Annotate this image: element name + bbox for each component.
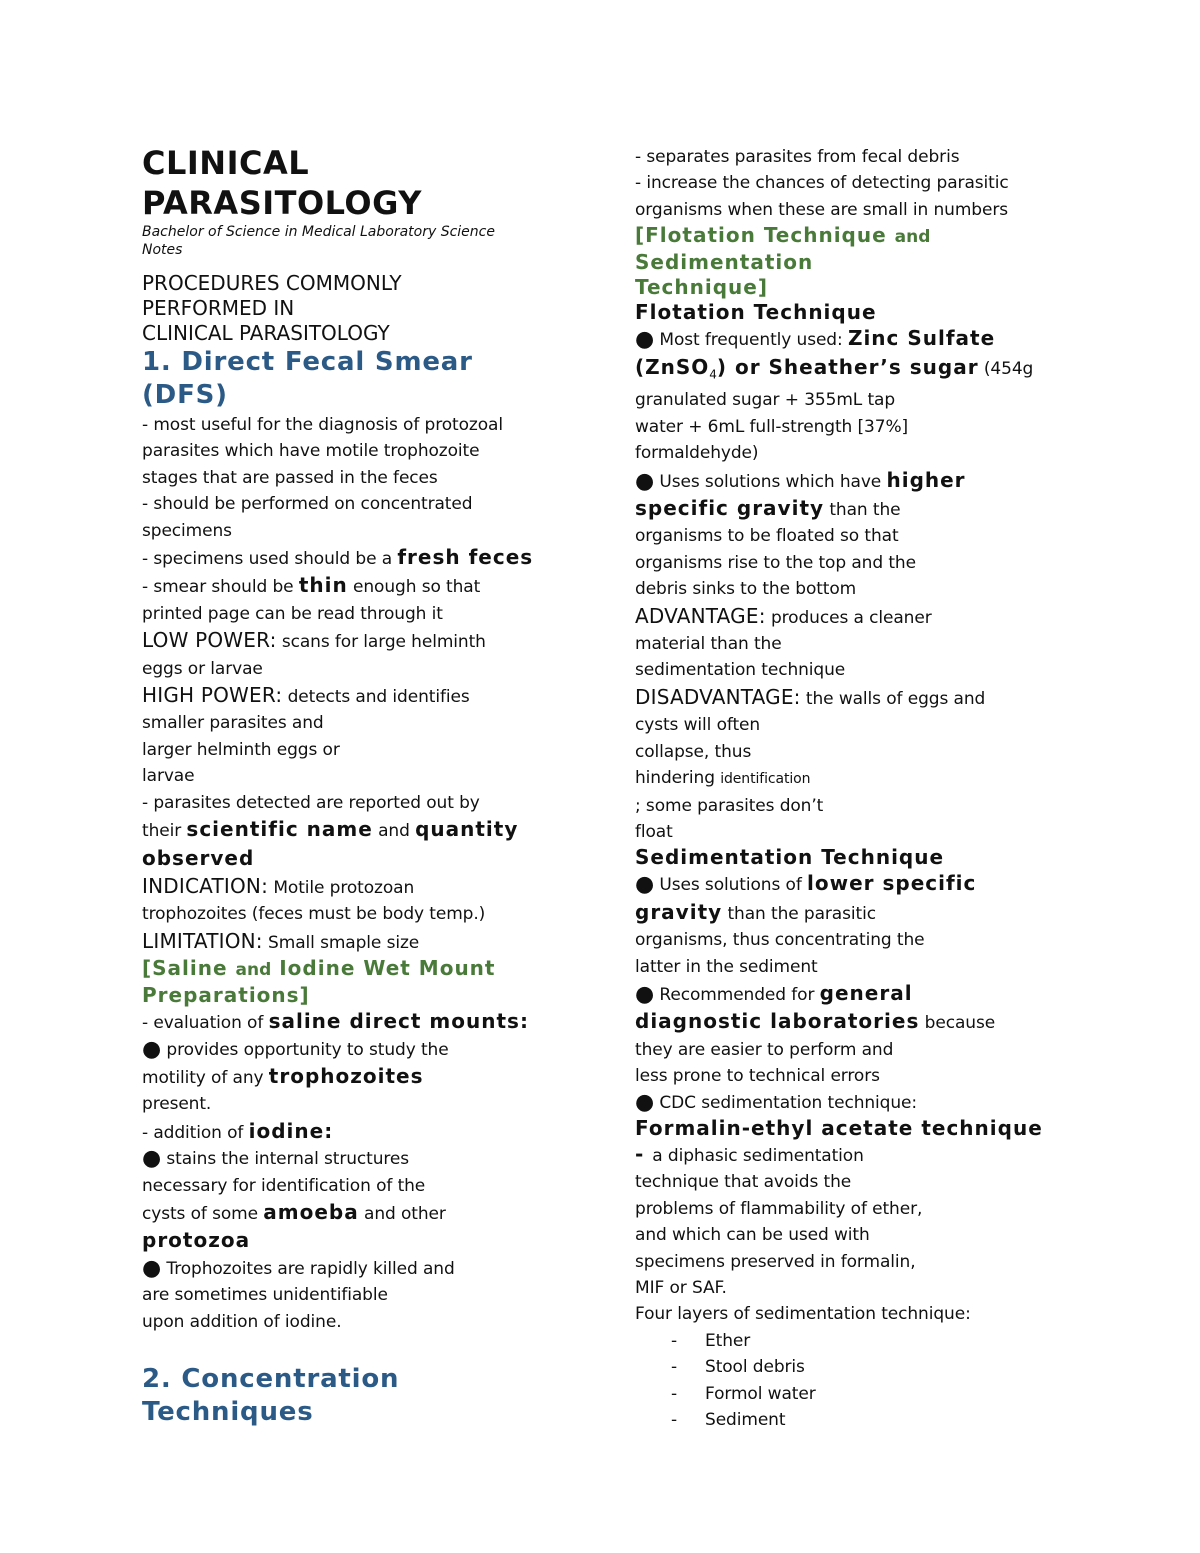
document-title-line-2: PARASITOLOGY (142, 184, 422, 222)
emphasis: diagnostic laboratories (635, 1009, 920, 1034)
text: motility of any (142, 1067, 269, 1088)
list-item (635, 1407, 1075, 1433)
text: scans for large helminth (276, 632, 486, 653)
dfs-line: larvae (142, 766, 195, 787)
high-power-label: HIGH POWER: (142, 683, 283, 708)
text: because (919, 1013, 996, 1034)
emphasis: ) or Sheather’s sugar (716, 354, 979, 379)
high-power-line (142, 682, 562, 710)
layers-title: Four layers of sedimentation technique: (635, 1304, 971, 1325)
emphasis: trophozoites (268, 1063, 424, 1088)
concentration-line: - separates parasites from fecal debris (635, 147, 960, 167)
text: - smear should be (142, 577, 299, 598)
flotation-line: material than the (635, 634, 782, 655)
bullet-icon: ● (635, 327, 655, 353)
flotation-line: organisms rise to the top and the (635, 552, 916, 573)
text: - evaluation of (142, 1013, 269, 1034)
flotation-line: organisms to be floated so that (635, 526, 899, 547)
indication-label: INDICATION: (142, 873, 269, 898)
flotation-line: water + 6mL full-strength [37%] (635, 416, 909, 437)
concentration-line: organisms when these are small in numbers (635, 199, 1008, 220)
list-item-label: Ether (705, 1330, 751, 1351)
emphasis: saline direct mounts: (268, 1009, 529, 1034)
flotation-line: debris sinks to the bottom (635, 579, 857, 600)
list-item (635, 1381, 1075, 1407)
limitation-label: LIMITATION: (142, 928, 263, 953)
emphasis: - (635, 1141, 653, 1166)
dfs-line (142, 544, 562, 572)
fea-line: and which can be used with (635, 1225, 870, 1246)
emphasis: observed (142, 845, 255, 870)
dash-icon: - (671, 1357, 678, 1378)
text: Trophozoites are rapidly killed and (161, 1258, 455, 1279)
dash-icon: - (671, 1383, 678, 1404)
text: Recommended for (654, 984, 820, 1005)
text: the walls of eggs and (800, 688, 986, 709)
dfs-line (142, 572, 562, 600)
sedimentation-line (635, 1008, 1075, 1036)
flotation-line: float (635, 821, 673, 842)
sedimentation-heading: Sedimentation Technique (635, 845, 945, 870)
dfs-line: trophozoites (feces must be body temp.) (142, 904, 486, 925)
bullet-icon: ● (635, 872, 655, 898)
dfs-line: stages that are passed in the feces (142, 467, 438, 488)
saline-heading-line-2: Preparations] (142, 983, 310, 1008)
dash-icon: - (671, 1330, 678, 1351)
subscript: 4 (709, 367, 717, 382)
dfs-heading-line-2: (DFS) (142, 380, 228, 410)
text: - specimens used should be a (142, 549, 398, 570)
sedimentation-line: organisms, thus concentrating the (635, 930, 925, 951)
text: than the parasitic (722, 903, 876, 924)
dfs-line: specimens (142, 520, 232, 541)
list-item (635, 1354, 1075, 1380)
sedimentation-line (635, 899, 1075, 927)
emphasis: scientific name (186, 817, 373, 842)
flotation-line (635, 495, 1075, 523)
bullet-icon: ● (142, 1036, 162, 1062)
text: (454g (978, 358, 1034, 379)
dfs-line: smaller parasites and (142, 713, 324, 734)
dfs-heading-line-1: 1. Direct Fecal Smear (142, 347, 473, 377)
text: Iodine Wet Mount (271, 956, 496, 981)
text: than the (824, 500, 901, 521)
emphasis: higher (886, 467, 966, 492)
saline-line: upon addition of iodine. (142, 1311, 342, 1332)
procedures-heading-line-1: PROCEDURES COMMONLY (142, 271, 402, 295)
saline-line (142, 1063, 562, 1091)
text: and (372, 821, 416, 842)
emphasis: fresh feces (397, 545, 534, 570)
formalin-ethyl-acetate-heading: Formalin-ethyl acetate technique (635, 1115, 1043, 1140)
text: their (142, 821, 187, 842)
dfs-line (142, 816, 562, 844)
flotation-sedimentation-heading-line-1 (635, 223, 1075, 250)
text: [Saline (142, 956, 236, 981)
emphasis: iodine: (248, 1118, 334, 1143)
saline-bullet (142, 1037, 562, 1063)
dfs-line: - should be performed on concentrated (142, 494, 473, 515)
list-item (635, 1328, 1075, 1354)
concentration-line: - increase the chances of detecting parasitic (635, 173, 1009, 194)
emphasis: lower specific (807, 871, 977, 896)
fea-line: problems of flammability of ether, (635, 1198, 923, 1219)
fea-line: specimens preserved in formalin, (635, 1251, 916, 1272)
list-item-label: Stool debris (705, 1357, 805, 1378)
emphasis: protozoa (142, 1228, 251, 1253)
limitation-line (142, 928, 562, 956)
flotation-line: cysts will often (635, 715, 761, 736)
list-item-label: Sediment (705, 1410, 786, 1431)
indication-line (142, 873, 562, 901)
saline-line (142, 1008, 562, 1036)
flotation-line: formaldehyde) (635, 443, 759, 464)
disadvantage-label: DISADVANTAGE: (635, 684, 801, 709)
sedimentation-bullet (635, 980, 1075, 1008)
sedimentation-bullet (635, 870, 1075, 898)
bullet-icon: ● (635, 981, 655, 1007)
text: identification (720, 771, 811, 788)
text: and (894, 227, 931, 248)
fea-line (635, 1141, 1075, 1169)
text: stains the internal structures (161, 1149, 410, 1170)
text: - addition of (142, 1122, 249, 1143)
disadvantage-line (635, 684, 1075, 712)
bullet-icon: ● (635, 1089, 655, 1115)
sedimentation-line: less prone to technical errors (635, 1066, 880, 1087)
fea-line: MIF or SAF. (635, 1278, 727, 1299)
text: and (235, 960, 272, 981)
dash-icon: - (671, 1410, 678, 1431)
saline-line: are sometimes unidentifiable (142, 1285, 388, 1306)
fea-line: technique that avoids the (635, 1172, 852, 1193)
dfs-line (142, 845, 562, 873)
text: cysts of some (142, 1203, 264, 1224)
flotation-line: granulated sugar + 355mL tap (635, 390, 896, 411)
saline-heading-line-1 (142, 956, 562, 983)
flotation-sedimentation-heading-line-2: Sedimentation (635, 250, 814, 275)
flotation-line: ; some parasites don’t (635, 795, 824, 816)
advantage-label: ADVANTAGE: (635, 603, 766, 628)
flotation-line (635, 354, 1075, 388)
bullet-icon: ● (142, 1146, 162, 1172)
dfs-line: parasites which have motile trophozoite (142, 441, 480, 462)
flotation-line: collapse, thus (635, 741, 752, 762)
concentration-heading-line-2: Techniques (142, 1397, 314, 1427)
emphasis: gravity (635, 899, 723, 924)
left-column (142, 0, 562, 1429)
text: produces a cleaner (765, 607, 932, 628)
sedimentation-line: they are easier to perform and (635, 1039, 894, 1060)
saline-line: necessary for identification of the (142, 1175, 426, 1196)
document-subtitle-line-1: Bachelor of Science in Medical Laboratory Science (142, 224, 495, 240)
text: Most frequently used: (654, 330, 848, 351)
text: and other (358, 1203, 446, 1224)
dfs-line: printed page can be read through it (142, 603, 443, 624)
saline-line: present. (142, 1094, 212, 1115)
text: enough so that (347, 577, 481, 598)
text: hindering (635, 768, 721, 789)
saline-line (142, 1227, 562, 1255)
emphasis: (ZnSO (635, 354, 710, 379)
sedimentation-bullet (635, 1090, 1075, 1116)
flotation-bullet (635, 325, 1075, 353)
right-column (635, 0, 1075, 1433)
emphasis: general (819, 980, 913, 1005)
emphasis: amoeba (263, 1199, 359, 1224)
bullet-icon: ● (142, 1255, 162, 1281)
text: provides opportunity to study the (161, 1039, 449, 1060)
text: [Flotation Technique (635, 223, 895, 248)
saline-bullet (142, 1146, 562, 1172)
dfs-line: - parasites detected are reported out by (142, 792, 480, 813)
flotation-line (635, 765, 1075, 792)
document-subtitle-line-2: Notes (142, 242, 183, 258)
text: detects and identifies (282, 687, 470, 708)
advantage-line (635, 603, 1075, 631)
dfs-line: larger helminth eggs or (142, 739, 340, 760)
low-power-line (142, 627, 562, 655)
emphasis: Zinc Sulfate (847, 326, 996, 351)
emphasis: specific gravity (635, 496, 825, 521)
dfs-line: - most useful for the diagnosis of protozoal (142, 415, 503, 435)
emphasis: quantity (415, 817, 519, 842)
dfs-line: eggs or larvae (142, 658, 263, 679)
text: Uses solutions which have (654, 471, 887, 492)
procedures-heading-line-2: PERFORMED IN (142, 296, 295, 320)
bullet-icon: ● (635, 468, 655, 494)
text: Motile protozoan (268, 877, 415, 898)
emphasis: thin (298, 573, 348, 598)
saline-bullet (142, 1256, 562, 1282)
text: a diphasic sedimentation (652, 1145, 864, 1166)
flotation-heading: Flotation Technique (635, 300, 877, 325)
flotation-line: sedimentation technique (635, 660, 846, 681)
list-item-label: Formol water (705, 1383, 816, 1404)
concentration-heading-line-1: 2. Concentration (142, 1364, 400, 1394)
text: CDC sedimentation technique: (654, 1092, 918, 1113)
saline-line (142, 1199, 562, 1227)
flotation-bullet (635, 467, 1075, 495)
procedures-heading-line-3: CLINICAL PARASITOLOGY (142, 321, 390, 345)
document-title-line-1: CLINICAL (142, 144, 310, 182)
saline-line (142, 1118, 562, 1146)
sedimentation-line: latter in the sediment (635, 956, 818, 977)
flotation-sedimentation-heading-line-3: Technique] (635, 275, 768, 300)
text: Uses solutions of (654, 875, 808, 896)
text: Small smaple size (262, 932, 420, 953)
low-power-label: LOW POWER: (142, 628, 277, 653)
